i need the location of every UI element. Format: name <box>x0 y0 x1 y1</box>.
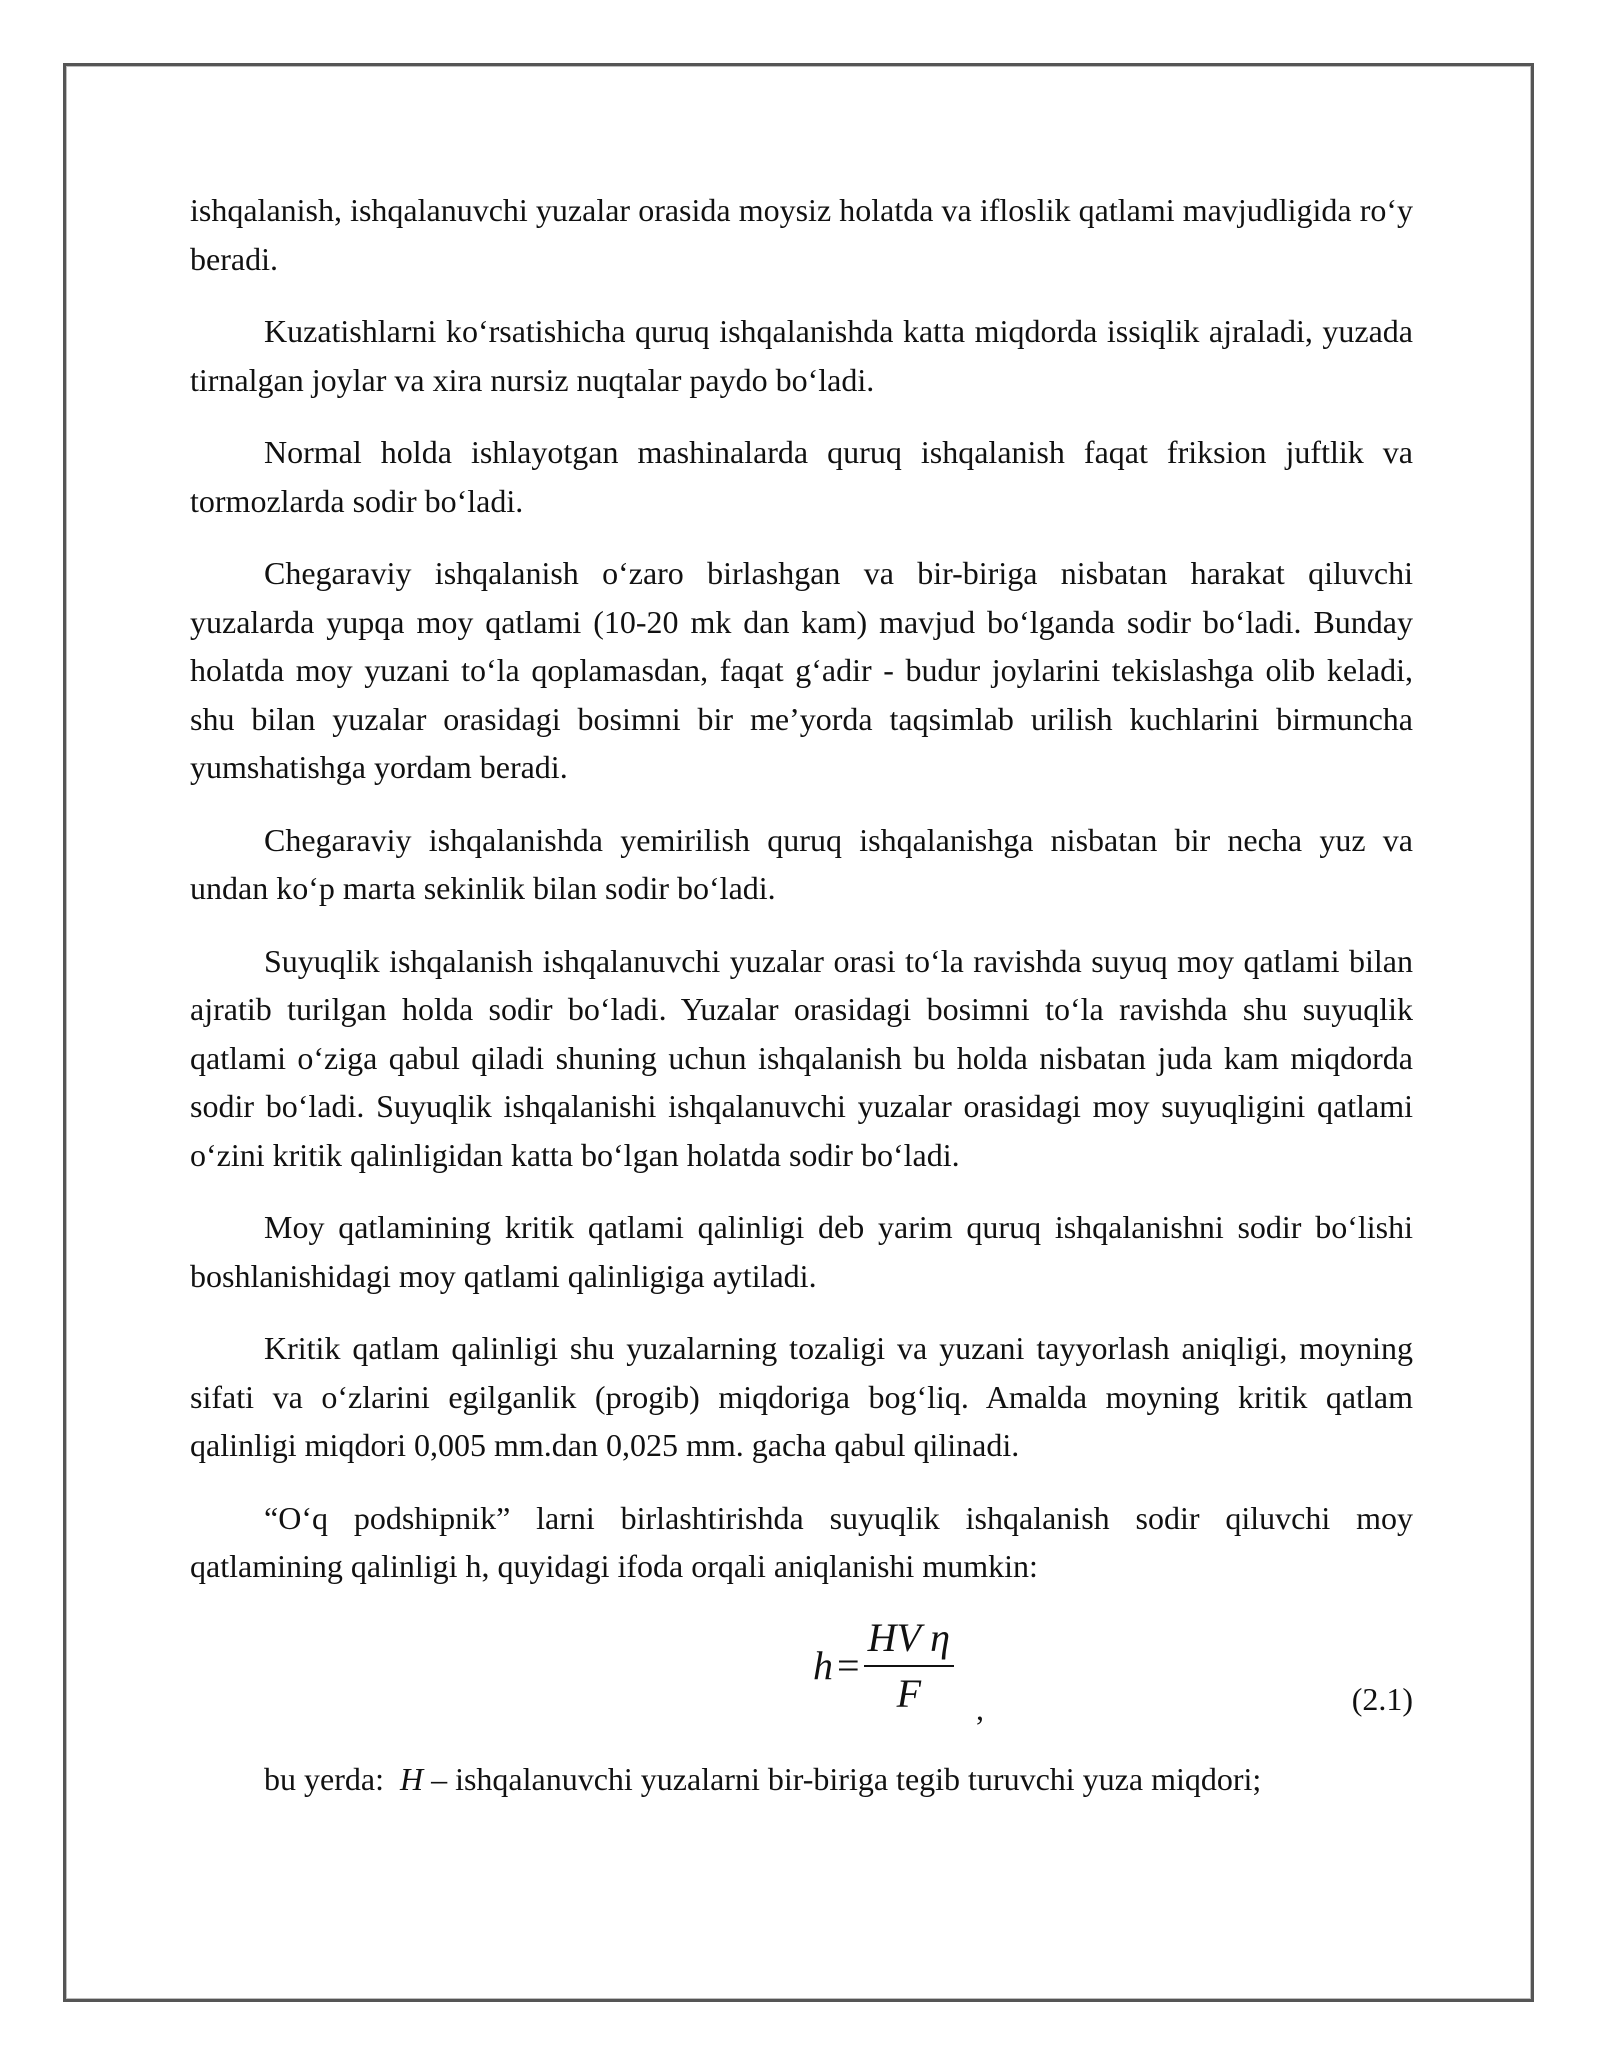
where-symbol: H <box>399 1760 424 1797</box>
paragraph-dry-friction-normal: Normal holda ishlayotgan mashinalarda quruq ishqalanish faqat friksion juftlik va tormozlarda sodir bo‘ladi. <box>190 434 1413 519</box>
formula-2-1 <box>813 1615 954 1717</box>
formula-lhs: h <box>813 1643 833 1688</box>
variable-definition <box>190 1755 1413 1803</box>
paragraph-boundary-wear: Chegaraviy ishqalanishda yemirilish quruq ishqalanishga nisbatan bir necha yuz va undan ko‘p marta sekinlik bilan sodir bo‘ladi. <box>190 821 1413 906</box>
paragraph-fluid-friction: Suyuqlik ishqalanish ishqalanuvchi yuzalar orasi to‘la ravishda suyuq moy qatlami bilan ajratib turilgan holda sodir bo‘ladi. Yuzalar orasidagi bosimni to‘la ravishda shu suyuqlik qatlami o‘ziga qabul qiladi shuning uchun ishqalanish bu holda nisbatan juda kam miqdorda sodir bo‘ladi. Suyuqlik ishqalanishi ishqalanuvchi yuzalar orasidagi moy suyuqligini qatlami o‘zini kritik qalinligidan katta bo‘lgan holatda sodir bo‘ladi. <box>190 942 1413 1173</box>
document-body <box>190 186 1413 1803</box>
paragraph-boundary-friction: Chegaraviy ishqalanish o‘zaro birlashgan va bir-biriga nisbatan harakat qiluvchi yuzalarda yupqa moy qatlami (10-20 mk dan kam) mavjud bo‘lganda sodir bo‘ladi. Bunday holatda moy yuzani to‘la qoplamasdan, faqat g‘adir - budur joylarini tekislashga olib keladi, shu bilan yuzalar orasidagi bosimni bir me’yorda taqsimlab urilish kuchlarini birmuncha yumshatishga yordam beradi. <box>190 555 1413 785</box>
paragraph-critical-layer-definition: Moy qatlamining kritik qatlami qalinligi deb yarim quruq ishqalanishni sodir bo‘lishi boshlanishidagi moy qatlami qalinligiga aytiladi. <box>190 1209 1413 1294</box>
paragraph-dry-friction-observations: Kuzatishlarni ko‘rsatishicha quruq ishqalanishda katta miqdorda issiqlik ajraladi, yuzada tirnalgan joylar va xira nursiz nuqtalar paydo bo‘ladi. <box>190 313 1413 398</box>
formula-fraction <box>864 1615 954 1717</box>
formula-denominator: F <box>896 1670 921 1716</box>
where-prefix: bu yerda: <box>264 1760 384 1797</box>
paragraph-critical-layer-thickness: Kritik qatlam qalinligi shu yuzalarning tozaligi va yuzani tayyorlash aniqligi, moyning sifati va o‘zlarini egilganlik (progib) miqdoriga bog‘liq. Amalda moyning kritik qatlam qalinligi miqdori 0,005 mm.dan 0,025 mm. gacha qabul qilinadi. <box>190 1330 1413 1463</box>
formula-numerator: HV η <box>864 1615 954 1667</box>
formula-block <box>190 1615 1413 1735</box>
where-text: – ishqalanuvchi yuzalarni bir-biriga tegib turuvchi yuza miqdori; <box>431 1760 1262 1797</box>
paragraph-bearing-formula-intro: “O‘q podshipnik” larni birlashtirishda suyuqlik ishqalanish sodir qiluvchi moy qatlamining qalinligi h, quyidagi ifoda orqali aniqlanishi mumkin: <box>190 1499 1413 1584</box>
formula-equals: = <box>837 1643 860 1688</box>
formula-comma: , <box>976 1690 984 1727</box>
paragraph-continuation: ishqalanish, ishqalanuvchi yuzalar orasida moysiz holatda va ifloslik qatlami mavjudligida ro‘y beradi. <box>190 192 1413 277</box>
equation-number: (2.1) <box>1351 1680 1413 1717</box>
